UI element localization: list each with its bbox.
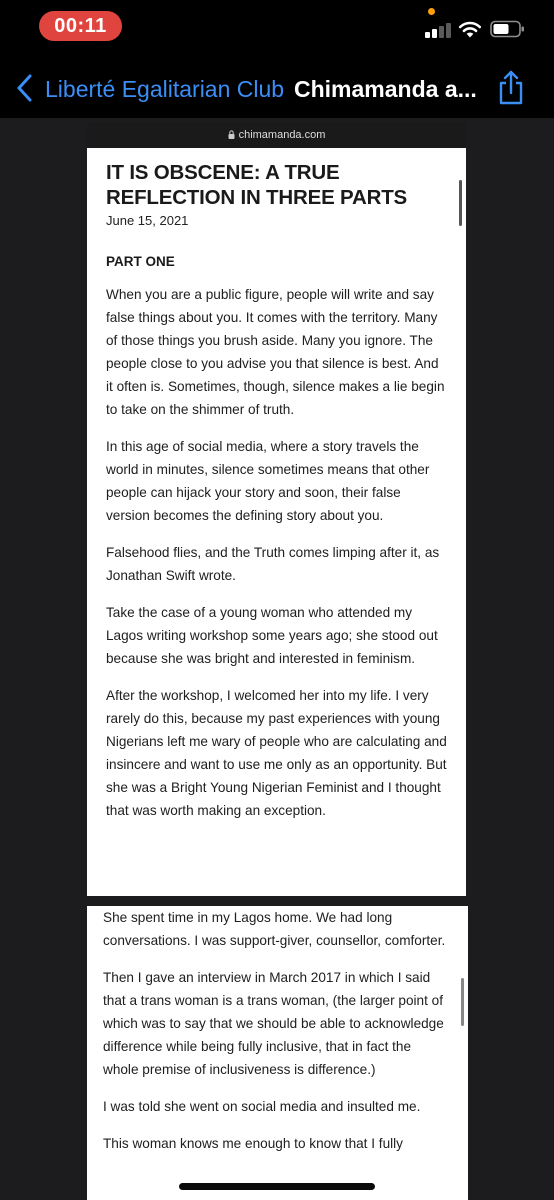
home-indicator[interactable] <box>179 1183 375 1190</box>
article-screenshot-top[interactable] <box>87 122 466 896</box>
article-paragraph: After the workshop, I welcomed her into my life. I very rarely do this, because my past experiences with young Nigerians left me wary of people who are calculating and insincere and want to use me only as an opportunity. But she was a Bright Young Nigerian Feminist and I thought that was worth making an exception. <box>106 688 447 818</box>
article-date: June 15, 2021 <box>106 213 189 228</box>
article-title: IT IS OBSCENE: A TRUE REFLECTION IN THREE PARTS <box>106 161 407 209</box>
article-paragraph: Falsehood flies, and the Truth comes limping after it, as Jonathan Swift wrote. <box>106 545 440 583</box>
article-paragraph: Then I gave an interview in March 2017 in which I said that a trans woman is a trans woman, (the larger point of which was to say that we should be able to acknowledge difference while being fully inclusive, that in fact the whole premise of inclusiveness is difference.) <box>103 970 444 1077</box>
article-screenshot-bottom[interactable] <box>87 906 468 1200</box>
article-body <box>87 906 468 1155</box>
scrollbar-thumb <box>459 180 462 226</box>
scrollbar-thumb <box>461 978 464 1026</box>
status-bar <box>0 0 554 52</box>
navigation-bar <box>0 52 554 118</box>
cellular-signal-icon <box>425 22 451 38</box>
status-time[interactable]: 00:11 <box>39 11 122 41</box>
article-paragraph: This woman knows me enough to know that I fully <box>103 1136 403 1151</box>
battery-icon <box>490 20 526 38</box>
article-paragraph: Take the case of a young woman who attended my Lagos writing workshop some years ago; she stood out because she was bright and interested in feminism. <box>106 605 438 666</box>
back-button[interactable]: Liberté Egalitarian Club <box>45 76 285 102</box>
article-paragraph: I was told she went on social media and insulted me. <box>103 1099 421 1114</box>
url-bar <box>87 122 466 148</box>
article-paragraph: When you are a public figure, people will write and say false things about you. It comes with the territory. Many of those things you brush aside. Many you ignore. The people close to you advise you that silence is best. And it often is. Sometimes, though, silence makes a lie begin to take on the shimmer of truth. <box>106 287 445 417</box>
article-paragraph: She spent time in my Lagos home. We had long conversations. I was support-giver, counsellor, comforter. <box>103 910 446 948</box>
wifi-icon <box>458 19 482 39</box>
part-heading: PART ONE <box>106 254 175 269</box>
page-title: Chimamanda a... <box>294 76 477 102</box>
privacy-indicator-dot <box>428 8 435 15</box>
chevron-left-icon[interactable] <box>15 74 35 102</box>
url-text: chimamanda.com <box>238 129 326 141</box>
share-icon[interactable] <box>497 70 525 106</box>
article-body <box>87 148 466 822</box>
article-paragraph: In this age of social media, where a story travels the world in minutes, silence sometimes means that other people can hijack your story and soon, their false version becomes the defining story about you. <box>106 439 430 523</box>
lock-icon <box>228 123 235 132</box>
